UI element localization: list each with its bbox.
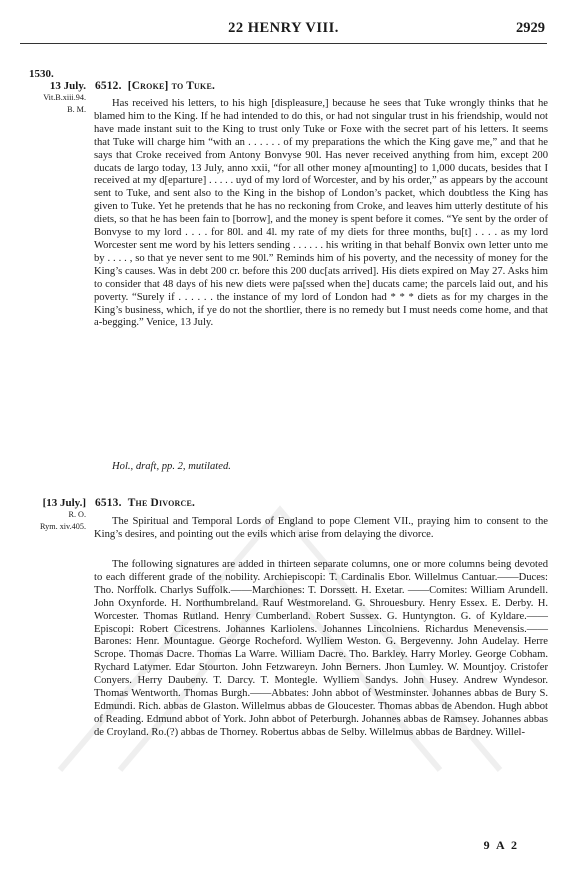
entry-6513-ref-1: R. O.	[68, 510, 86, 519]
entry-6512-paragraph: Has received his letters, to his high [displeasure,] because he sees that Tuke wrongly thinks that he blamed him to the King. If he had intended to do this, or had not singular trust in his friendship, would not have made instant suit to the King to trust only Tuke or Foxe with the secret part of his letters. It seems that Tuke will charge him “with an . . . . . . of my preparations the which the King gave me,” and that he says that Croke received from Antony Bonvyse 90l. Has never received anything from him, except 200 ducats de largo today, 13 July, anno xxii, “for all other money a[mounting] to 1,000 ducats, besides that I received at my d[eparture] . . . . . uyd of my lord of Worcester, and by his order,” as appears by the account sent to Tuke, and sent also to the King in the bishop of London’s packet, which doubtless the King has given to Tuke. Yet he pretends that he has no reckoning from Croke, and leaves him utterly destitute of his diets, so that he has been fain to [borrow], and the money is spent before it comes. “Ye sent by the order of Bonvyse to my lord . . . . for 80l. and 4l. my rate of my diets for three months, bu[t] . . . . as my lord Worcester sent me word by his letters sending . . . . . . his writing in that behalf Bonvix own letter unto me by . . . . , so that ye never sent to me 90l.” Reminds him of his poverty, and the necessity of money for the King’s causes. Was in debt 200 cr. before this 200 duc[ats arrived]. His diets expired on May 27. Asks him to consider that 48 days of his new diets were pa[ssed when the] ducats came; the parcels laid out, and his poverty. “Surely if . . . . . . the instance of my lord of London had * * * diets as for my charges in the King’s business, which, if ye do not the shortlier, there is no remedy but I must needs come home, and that a-begging.” Venice, 13 July.	[94, 98, 548, 329]
entry-6512-number: 6512.	[95, 80, 122, 92]
entry-6512-date: 13 July.	[49, 80, 86, 92]
entry-6512-heading	[95, 80, 215, 92]
entry-6513-heading	[95, 497, 195, 509]
entry-6513-date: [13 July.]	[42, 497, 86, 509]
running-title: 22 HENRY VIII.	[228, 20, 339, 36]
year-label: 1530.	[29, 68, 54, 80]
entry-6513-title: The Divorce.	[127, 497, 196, 509]
entry-6512-archival-note: Hol., draft, pp. 2, mutilated.	[112, 461, 231, 472]
running-header	[0, 20, 567, 44]
entry-6512-title-name: Croke	[131, 80, 165, 92]
entry-6512-ref-2: B. M.	[67, 105, 86, 114]
entry-6512-archival	[94, 461, 548, 474]
header-rule	[20, 43, 547, 44]
signature-mark: 9 A 2	[483, 838, 519, 852]
entry-6512-body	[94, 98, 548, 330]
entry-6513-ref-2: Rym. xiv.405.	[40, 522, 86, 531]
entry-6513-margin	[18, 497, 86, 533]
entry-6513-summary-block	[94, 516, 548, 542]
entry-6512-title-rest: ] to Tuke.	[164, 80, 216, 92]
entry-6513-signatures: The following signatures are added in thirteen separate columns, one or more columns being devoted to each different grade of the nobility. Archiepiscopi: T. Cardinalis Ebor. Willelmus Cantuar.——Duces: Tho. Norffolk. Charlys Suffolk.——Marchiones: T. Dorssett. H. Exetar. ——Comites: William Arundell. John Oxynforde. H. Northumbreland. Rauf Westmoreland. G. Shrouesbury. Henry Essex. E. Derby. H. Worcester. Thomas Rutland. Henry Cumberland. Robert Sussex. G. Huntyngton. G. of Kyldare.——Episcopi: Robert Cicestrens. Johannes Karliolens. Johannes Lincolniens. Richardus Menevensis.——Barones: Henr. Mountague. George Rocheford. Wylliem Weston. G. Bergevenny. John Audelay. Herre Scrope. Thomas Dacre. Thomas La Warre. William Dacre. Tho. Barkley. Harry Morley. George Cobham. Rychard Latymer. Edar Stourton. John Fetzwareyn. John Berners. Jhon Lumley. W. Mountjoy. Cristofer Conyers. Herry Daubeny. T. Darcy. T. Montegle. Wylliem Sandys. John Husey. Andrew Wyndesor. Thomas Wentworth. Thomas Burgh.——Abbates: John abbot of Westminster. Johannes abbas de Bury S. Edmundi. Rich. abbas de Glaston. Willelmus abbas de Gloucester. Thomas abbas de Abendon. Hugh abbot of Reading. Edmund abbot of York. John abbot of Peterburgh. Johannes abbas de Ramsey. Johannes abbas de Croyland. Ro.(?) abbas de Thorney. Robertus abbas de Selby. Willelmus abbas de Bardney. Willel-	[94, 559, 548, 738]
page-number: 2929	[516, 20, 545, 36]
entry-6513-summary: The Spiritual and Temporal Lords of England to pope Clement VII., praying him to consent to the King’s desires, and pointing out the evils which arise from delaying the divorce.	[94, 516, 548, 540]
entry-6512-margin	[18, 80, 86, 116]
entry-6513-number: 6513.	[95, 497, 122, 509]
entry-6512-title-open: [	[127, 80, 132, 92]
entry-6513-signatures-block	[94, 559, 548, 740]
entry-6512-ref-1: Vit.B.xiii.94.	[43, 93, 86, 102]
